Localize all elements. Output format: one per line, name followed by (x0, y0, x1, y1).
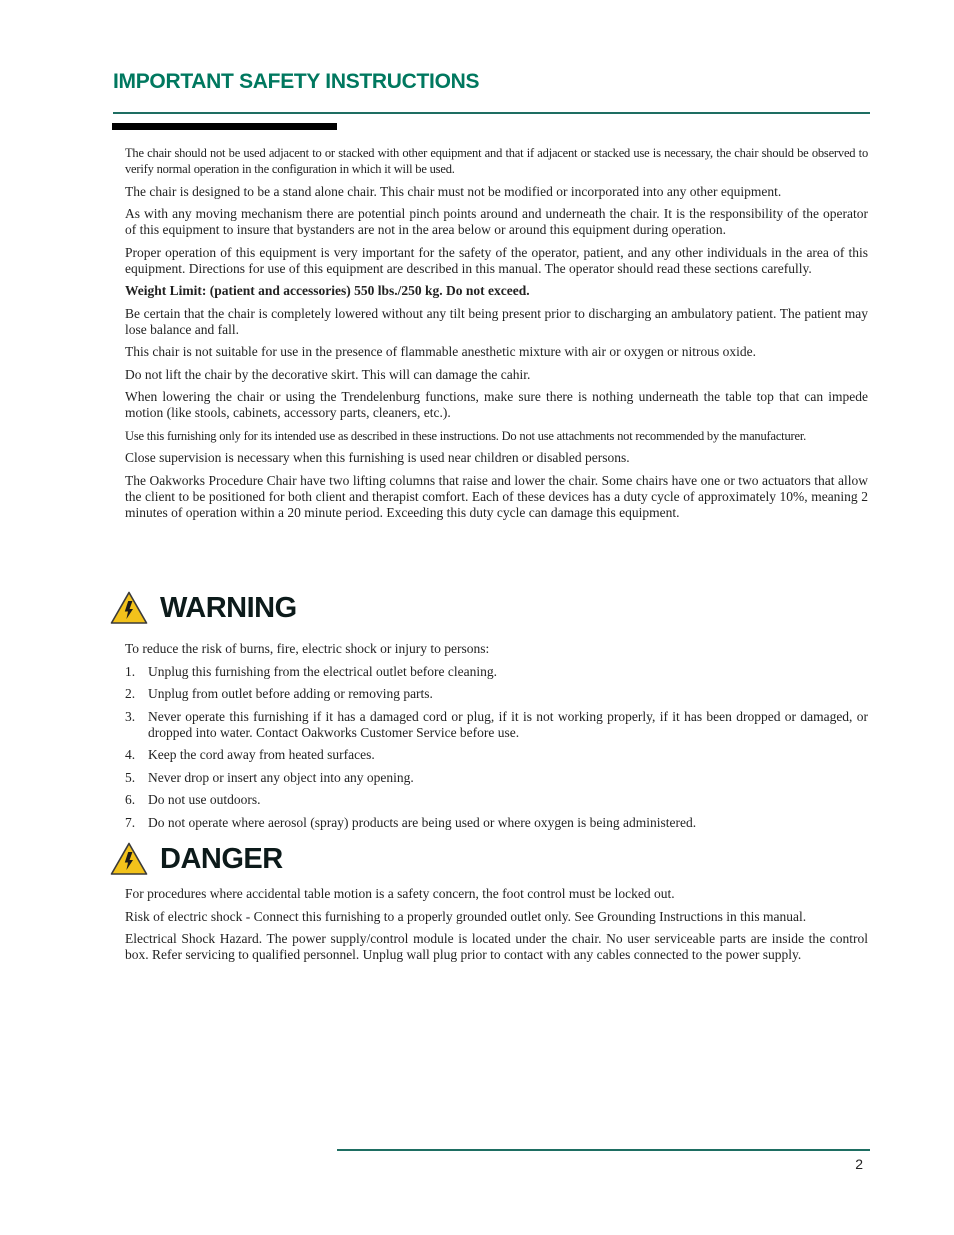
paragraph: Do not lift the chair by the decorative skirt. This will can damage the cahir. (125, 366, 531, 382)
paragraph: Be certain that the chair is completely lowered without any tilt being present prior to discharging an ambulatory patient. The patient may lose balance and fall. (125, 305, 868, 337)
warning-heading-text: WARNING (160, 591, 297, 624)
page-number: 2 (855, 1156, 863, 1172)
warning-heading (110, 590, 297, 626)
danger-section (125, 886, 868, 970)
paragraph: Proper operation of this equipment is very important for the safety of the operator, patient, and any other individuals in the area of this equipment. Directions for use of this equipment are described in this manual. The operator should read these sections carefully. (125, 244, 868, 276)
footer-rule (337, 1149, 870, 1151)
header-black-bar (112, 123, 337, 130)
list-item: 3. Never operate this furnishing if it has a damaged cord or plug, if it is not working properly, if it has been dropped or damaged, or dropped into water. Contact Oakworks Customer Service before use. (125, 708, 868, 740)
paragraph: When lowering the chair or using the Trendelenburg functions, make sure there is nothing underneath the table top that can impede motion (like stools, cabinets, accessory parts, cleaners, etc.). (125, 389, 868, 420)
warning-intro: To reduce the risk of burns, fire, electric shock or injury to persons: (125, 641, 490, 656)
paragraph: The Oakworks Procedure Chair have two lifting columns that raise and lower the chair. Some chairs have one or two actuators that allow the client to be positioned for both client and therapist comfort. Each of these devices has a duty cycle of approximately 10%, meaning 2 minutes of operation within a 20 minute period. Exceeding this duty cycle can damage this equipment. (125, 472, 868, 520)
list-item: 7. Do not operate where aerosol (spray) products are being used or where oxygen is being administered. (125, 814, 697, 830)
warning-section (125, 641, 868, 837)
list-item: 6. Do not use outdoors. (125, 792, 261, 807)
paragraph: Use this furnishing only for its intended use as described in these instructions. Do not use attachments not recommended by the manufacturer. (125, 428, 807, 443)
page-title: IMPORTANT SAFETY INSTRUCTIONS (113, 70, 480, 93)
paragraph: As with any moving mechanism there are potential pinch points around and underneath the chair. It is the responsibility of the operator of this equipment to insure that bystanders are not in the area below or around this equipment during operation. (125, 206, 868, 237)
header-rule (113, 112, 870, 114)
list-item: 2. Unplug from outlet before adding or removing parts. (125, 686, 433, 701)
electric-hazard-triangle-icon (110, 591, 148, 625)
paragraph: Electrical Shock Hazard. The power supply/control module is located under the chair. No user serviceable parts are inside the control box. Refer servicing to qualified personnel. Unplug wall plug prior to contact with any cables connected to the power supply. (125, 931, 868, 962)
paragraph: Risk of electric shock - Connect this furnishing to a properly grounded outlet only. See Grounding Instructions in this manual. (125, 908, 807, 924)
list-item: 5. Never drop or insert any object into any opening. (125, 769, 414, 785)
danger-heading (110, 841, 283, 877)
list-item: 4. Keep the cord away from heated surfaces. (125, 747, 375, 762)
paragraph: The chair is designed to be a stand alone chair. This chair must not be modified or incorporated into any other equipment. (125, 183, 782, 199)
list-item: 1. Unplug this furnishing from the electrical outlet before cleaning. (125, 663, 498, 679)
paragraph: For procedures where accidental table motion is a safety concern, the foot control must be locked out. (125, 886, 675, 901)
paragraph: This chair is not suitable for use in the presence of flammable anesthetic mixture with air or oxygen or nitrous oxide. (125, 344, 756, 359)
paragraph: The chair should not be used adjacent to or stacked with other equipment and that if adjacent or stacked use is necessary, the chair should be observed to verify normal operation in the configuration in which it will be used. (125, 146, 868, 176)
paragraph: Close supervision is necessary when this furnishing is used near children or disabled persons. (125, 450, 630, 465)
warning-list (125, 664, 868, 831)
danger-heading-text: DANGER (160, 842, 283, 875)
electric-hazard-triangle-icon (110, 842, 148, 876)
intro-section (125, 145, 868, 527)
weight-limit-paragraph: Weight Limit: (patient and accessories) 550 lbs./250 kg. Do not exceed. (125, 283, 530, 298)
